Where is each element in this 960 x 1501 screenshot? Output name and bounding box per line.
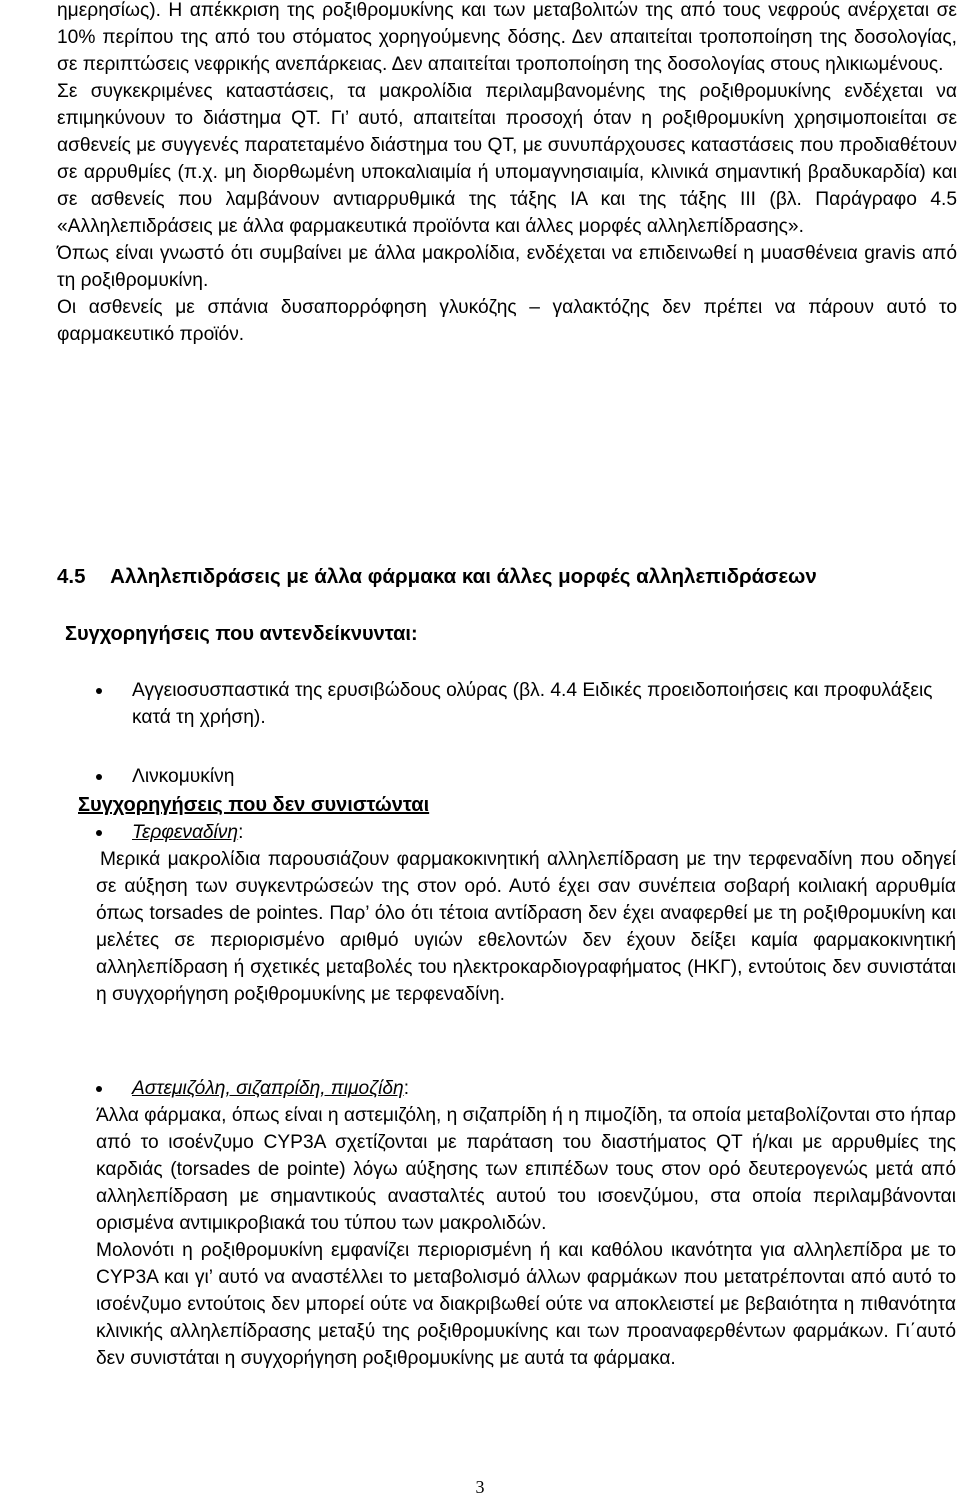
page-number: 3 xyxy=(475,1477,485,1497)
astemizole-text-wrap xyxy=(96,1102,956,1372)
paragraph-excretion: ημερησίως). Η απέκκριση της ροξιθρομυκίνης και των μεταβολιτών της από τους νεφρούς ανέρχεται σε 10% περίπου της από του στόματος χορηγούμενης δόσης. Δεν απαιτείται τροποποίηση της δοσολογίας, σε περιπτώσεις νεφρικής ανεπάρκειας. Δεν απαιτείται τροποποίηση της δοσολογίας στους ηλικιωμένους. xyxy=(57,0,957,75)
top-text-block xyxy=(57,0,957,348)
label-colon: : xyxy=(403,1078,410,1099)
section-heading xyxy=(57,563,957,590)
bullet-icon xyxy=(96,830,102,836)
bullet-icon xyxy=(96,688,102,694)
section-number: 4.5 xyxy=(57,565,86,588)
contraindicated-heading: Συγχορηγήσεις που αντενδείκνυνται: xyxy=(65,623,418,645)
astemizole-text-1: Άλλα φάρμακα, όπως είναι η αστεμιζόλη, η σιζαπρίδη ή η πιμοζίδη, τα οποία μεταβολίζονται στο ήπαρ από το ισοένζυμο CYP3A σχετίζονται με παράταση του διαστήματος QT ή/και με αρρυθμίες της καρδιάς (torsades de pointe) λόγω αύξησης των επιπέδων τους στον ορό δευτερογενώς μετά από αλληλεπίδραση με σημαντικούς ανασταλτές αυτού του ισοενζύμου, στα οποία περιλαμβάνονται ορισμένα αντιμικροβιακά του τύπου των μακρολιδών. xyxy=(96,1105,956,1234)
astemizole-label: Αστεμιζόλη, σιζαπρίδη, πιμοζίδη xyxy=(132,1078,404,1099)
list-item-lincomycin: Λινκομυκίνη xyxy=(132,766,235,787)
paragraph-myasthenia: Όπως είναι γνωστό ότι συμβαίνει με άλλα μακρολίδια, ενδέχεται να επιδεινωθεί η μυασθένεια gravis από τη ροξιθρομυκίνη. xyxy=(57,243,957,291)
bullet-icon xyxy=(96,1086,102,1092)
terfenadine-text-wrap xyxy=(96,846,956,1008)
astemizole-label-line xyxy=(132,1075,956,1102)
not-recommended-heading: Συγχορηγήσεις που δεν συνιστώνται xyxy=(78,794,430,816)
paragraph-glucose-galactose: Οι ασθενείς με σπάνια δυσαπορρόφηση γλυκόζης – γαλακτόζης δεν πρέπει να πάρουν αυτό το φαρμακευτικό προϊόν. xyxy=(57,297,957,345)
label-colon: : xyxy=(238,822,244,843)
section-title: Αλληλεπιδράσεις με άλλα φάρμακα και άλλες μορφές αλληλεπιδράσεων xyxy=(110,565,817,588)
terfenadine-text: Μερικά μακρολίδια παρουσιάζουν φαρμακοκινητική αλληλεπίδραση με την τερφεναδίνη που οδηγεί σε αύξηση των συγκεντρώσεών της στον ορό. Αυτό έχει σαν συνέπεια σοβαρή κοιλιακή αρρυθμία όπως torsades de pointes. Παρ’ όλο ότι τέτοια αντίδραση δεν έχει αναφερθεί με τη ροξιθρομυκίνη και μελέτες σε περιορισμένο αριθμό υγιών εθελοντών δεν έχουν δείξει καμία φαρμακοκινητική αλληλεπίδραση ή σχετικές μεταβολές του ηλεκτροκαρδιογραφήματος (ΗΚΓ), εντούτοις δεν συνιστάται η συγχορήγηση ροξιθρομυκίνης με τερφεναδίνη. xyxy=(96,849,956,1005)
paragraph-qt-prolongation: Σε συγκεκριμένες καταστάσεις, τα μακρολίδια περιλαμβανομένης της ροξιθρομυκίνης ενδέχεται να επιμηκύνουν το διάστημα QT. Γι’ αυτό, απαιτείται προσοχή όταν η ροξιθρομυκίνη χρησιμοποιείται σε ασθενείς με συγγενές παρατεταμένο διάστημα του QT, με συνυπάρχουσες καταστάσεις που προδιαθέτουν σε αρρυθμίες (π.χ. μη διορθωμένη υποκαλιαιμία ή υπομαγνησιαιμία, κλινικά σημαντική βραδυκαρδία) και σε ασθενείς που λαμβάνουν αντιαρρυθμικά της τάξης ΙΑ και της τάξης ΙΙΙ (βλ. Παράγραφο 4.5 «Αλληλεπιδράσεις με άλλα φαρμακευτικά προϊόντα και άλλες μορφές αλληλεπίδρασης». xyxy=(57,81,957,237)
bullet-icon xyxy=(96,774,102,780)
terfenadine-label-line xyxy=(132,819,956,846)
terfenadine-label: Τερφεναδίνη xyxy=(132,822,239,843)
astemizole-text-2: Μολονότι η ροξιθρομυκίνη εμφανίζει περιορισμένη ή και καθόλου ικανότητα για αλληλεπίδρα με το CYP3A και γι’ αυτό να αναστέλλει το μεταβολισμό άλλων φαρμάκων που μετατρέπονται από αυτό το ισοένζυμο εντούτοις δεν μπορεί ούτε να διακριβωθεί ούτε να αποκλειστεί με βεβαιότητα η πιθανότητα κλινικής αλληλεπίδρασης μεταξύ της ροξιθρομυκίνης και των προαναφερθέντων φαρμάκων. Γι΄αυτό δεν συνιστάται η συγχορήγηση ροξιθρομυκίνης με αυτά τα φάρμακα. xyxy=(96,1240,956,1369)
list-item-ergot: Αγγειοσυσπαστικά της ερυσιβώδους ολύρας (βλ. 4.4 Ειδικές προειδοποιήσεις και προφυλάξεις κατά τη χρήση). xyxy=(132,680,933,728)
